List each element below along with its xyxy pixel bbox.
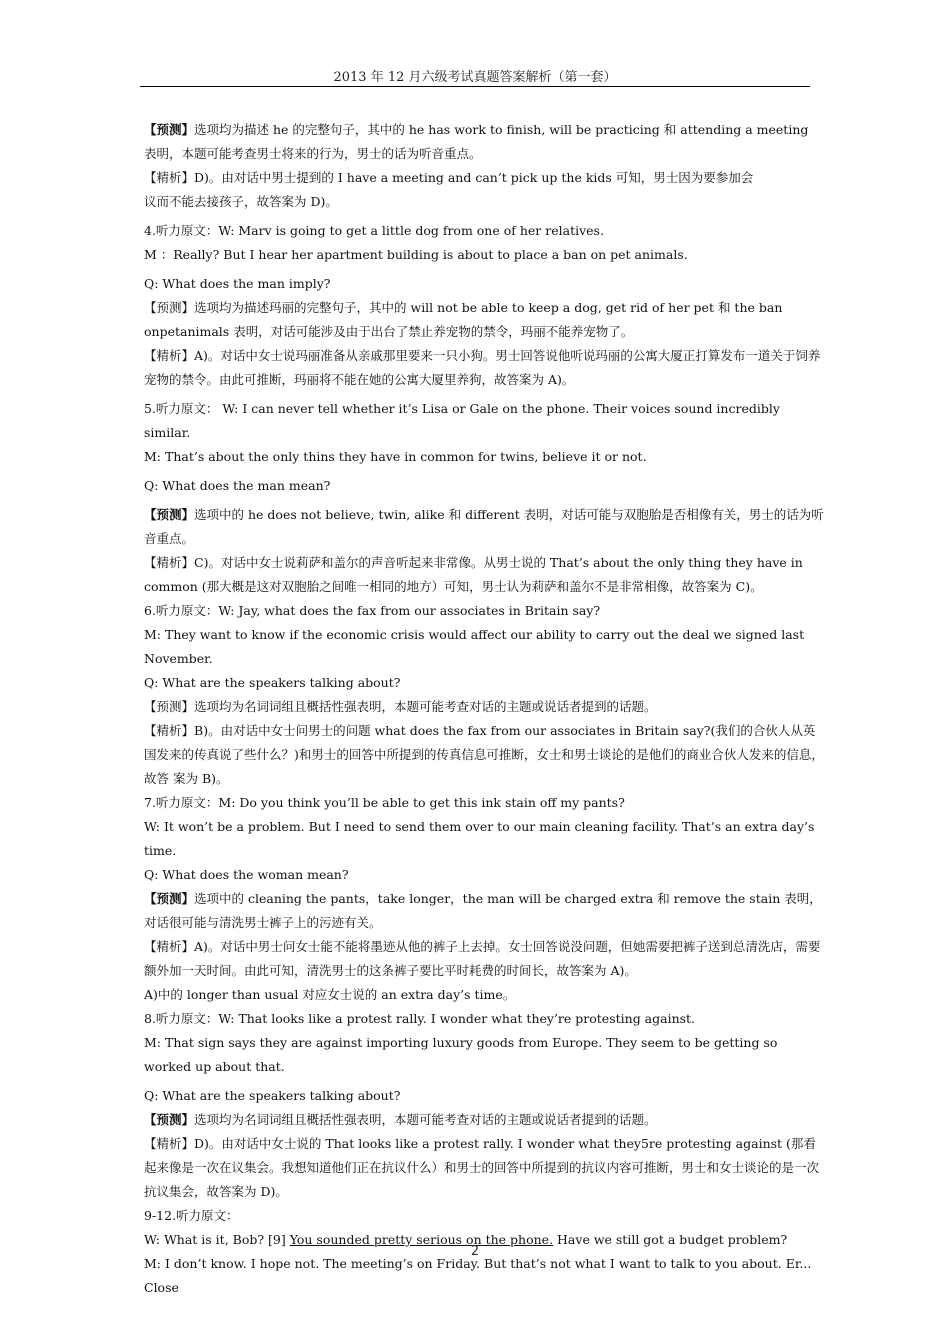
q5-predict: 【预测】选项中的 he does not believe, twin, alike 和 different 表明，对话可能与双胞胎是否相像有关，男士的话为听音重点。 xyxy=(144,507,824,546)
q7-predict: 【预测】选项中的 cleaning the pants，take longer，the man will be charged extra 和 remove the stain 表明，对话很可能与清洗男士裤子上的污迹有关。 xyxy=(144,891,822,930)
analysis-label: 【精析】 xyxy=(144,170,195,185)
q4-analysis: 【精析】A)。对话中女士说玛丽准备从亲戚那里要来一只小狗。男士回答说他听说玛丽的公寓大厦正打算发布一道关于饲养宠物的禁令。由此可推断，玛丽将不能在她的公寓大厦里养狗，故答案为 A)。 xyxy=(144,348,821,387)
q8-script: 8.听力原文：W: That looks like a protest rally. I wonder what they’re protesting against. xyxy=(144,1011,696,1026)
q9-script: 9-12.听力原文： xyxy=(144,1208,239,1223)
q7-analysis: 【精析】A)。对话中男士问女士能不能将墨迹从他的裤子上去掉。女士回答说没问题，但她需要把裤子送到总清洗店，需要额外加一天时间。由此可知，清洗男士的这条裤子要比平时耗费的时间长，故答案为 A)。 xyxy=(144,939,821,978)
q4-script: 4.听力原文：W: Marv is going to get a little dog from one of her relatives. xyxy=(144,223,604,238)
q6-predict: 【预测】选项均为名词词组且概括性强表明，本题可能考查对话的主题或说话者提到的话题。 xyxy=(144,699,657,714)
analysis-label: 【精析】 xyxy=(144,555,195,570)
q4-predict: 【预测】选项均为描述玛丽的完整句子，其中的 will not be able to keep a dog, get rid of her pet 和 the ban onpetanimals 表明，对话可能涉及由于出台了禁止养宠物的禁令，玛丽不能养宠物了。 xyxy=(144,300,783,339)
q6-man: M: They want to know if the economic crisis would affect our ability to carry out the deal we signed last November. xyxy=(144,627,805,666)
page-header: 2013 年 12 月六级考试真题答案解析（第一套） xyxy=(333,70,617,85)
predict-label: 【预测】 xyxy=(144,122,195,137)
analysis-label: 【精析】 xyxy=(144,1136,195,1151)
q7-script: 7.听力原文：M: Do you think you’ll be able to get this ink stain off my pants? xyxy=(144,795,625,810)
q8-predict: 【预测】选项均为名词词组且概括性强表明，本题可能考查对话的主题或说话者提到的话题。 xyxy=(144,1112,657,1127)
predict-label: 【预测】 xyxy=(144,507,195,522)
underlined-answer-cue: You sounded pretty serious on the phone. xyxy=(289,1232,554,1247)
q9-woman: W: What is it, Bob? [9] You sounded pretty serious on the phone. Have we still got a budget problem? xyxy=(144,1232,788,1247)
q6-analysis: 【精析】B)。由对话中女士问男士的问题 what does the fax from our associates in Britain say?(我们的合伙人从英国发来的传真说了些什么？)和男士的回答中所提到的传真信息可推断，女士和男士谈论的是他们的商业合伙人发来的信息，故答 案为 B)。 xyxy=(144,723,824,786)
predict-label: 【预测】 xyxy=(144,1112,195,1127)
document-body xyxy=(144,118,824,1300)
analysis-label: 【精析】 xyxy=(144,723,195,738)
q7-question: Q: What does the woman mean? xyxy=(144,867,349,882)
q5-question: Q: What does the man mean? xyxy=(144,478,331,493)
analysis-label: 【精析】 xyxy=(144,939,195,954)
q4-man: M ：Really? But I hear her apartment building is about to place a ban on pet animals. xyxy=(144,247,688,262)
q4-question: Q: What does the man imply? xyxy=(144,276,331,291)
q8-question: Q: What are the speakers talking about? xyxy=(144,1088,401,1103)
page-number: 2 xyxy=(470,1244,480,1259)
analysis-label: 【精析】 xyxy=(144,348,195,363)
q3-analysis-line2: 议而不能去接孩子，故答案为 D)。 xyxy=(144,194,338,209)
q6-script: 6.听力原文：W: Jay, what does the fax from our associates in Britain say? xyxy=(144,603,601,618)
predict-label: 【预测】 xyxy=(144,699,195,714)
predict-label: 【预测】 xyxy=(144,300,195,315)
q5-script: 5.听力原文： W: I can never tell whether it’s Lisa or Gale on the phone. Their voices sound incredibly similar. xyxy=(144,401,780,440)
q5-man: M: That’s about the only thins they have in common for twins, believe it or not. xyxy=(144,449,647,464)
q9-man: M: I don’t know. I hope not. The meeting’s on Friday. But that’s not what I want to talk to you about. Er... Close xyxy=(144,1256,812,1295)
q8-analysis: 【精析】D)。由对话中女士说的 That looks like a protest rally. I wonder what they5re protesting against (那看起来像是一次在议集会。我想知道他们正在抗议什么）和男士的回答中所提到的抗议内容可推断，男士和女士谈论的是一次抗议集会，故答案为 D)。 xyxy=(144,1136,820,1199)
q5-analysis: 【精析】C)。对话中女士说莉萨和盖尔的声音听起来非常像。从男士说的 That’s about the only thing they have in common (那大概是这对双胞胎之间唯一相同的地方）可知，男士认为莉萨和盖尔不是非常相像，故答案为 C)。 xyxy=(144,555,803,594)
header-divider xyxy=(140,86,810,87)
predict-label: 【预测】 xyxy=(144,891,195,906)
q6-question: Q: What are the speakers talking about? xyxy=(144,675,401,690)
q3-predict: 【预测】选项均为描述 he 的完整句子，其中的 he has work to finish, will be practicing 和 attending a meeting 表明，本题可能考查男士将来的行为，男士的话为听音重点。 xyxy=(144,122,809,161)
q7-woman: W: It won’t be a problem. But I need to send them over to our main cleaning facility. That’s an extra day’s time. xyxy=(144,819,815,858)
q3-analysis-line1: 【精析】D)。由对话中男士提到的 I have a meeting and can’t pick up the kids 可知，男士因为要参加会 xyxy=(144,170,754,185)
q8-man: M: That sign says they are against importing luxury goods from Europe. They seem to be getting so worked up about that. xyxy=(144,1035,778,1074)
q7-extra: A)中的 longer than usual 对应女士说的 an extra day’s time。 xyxy=(144,987,516,1002)
